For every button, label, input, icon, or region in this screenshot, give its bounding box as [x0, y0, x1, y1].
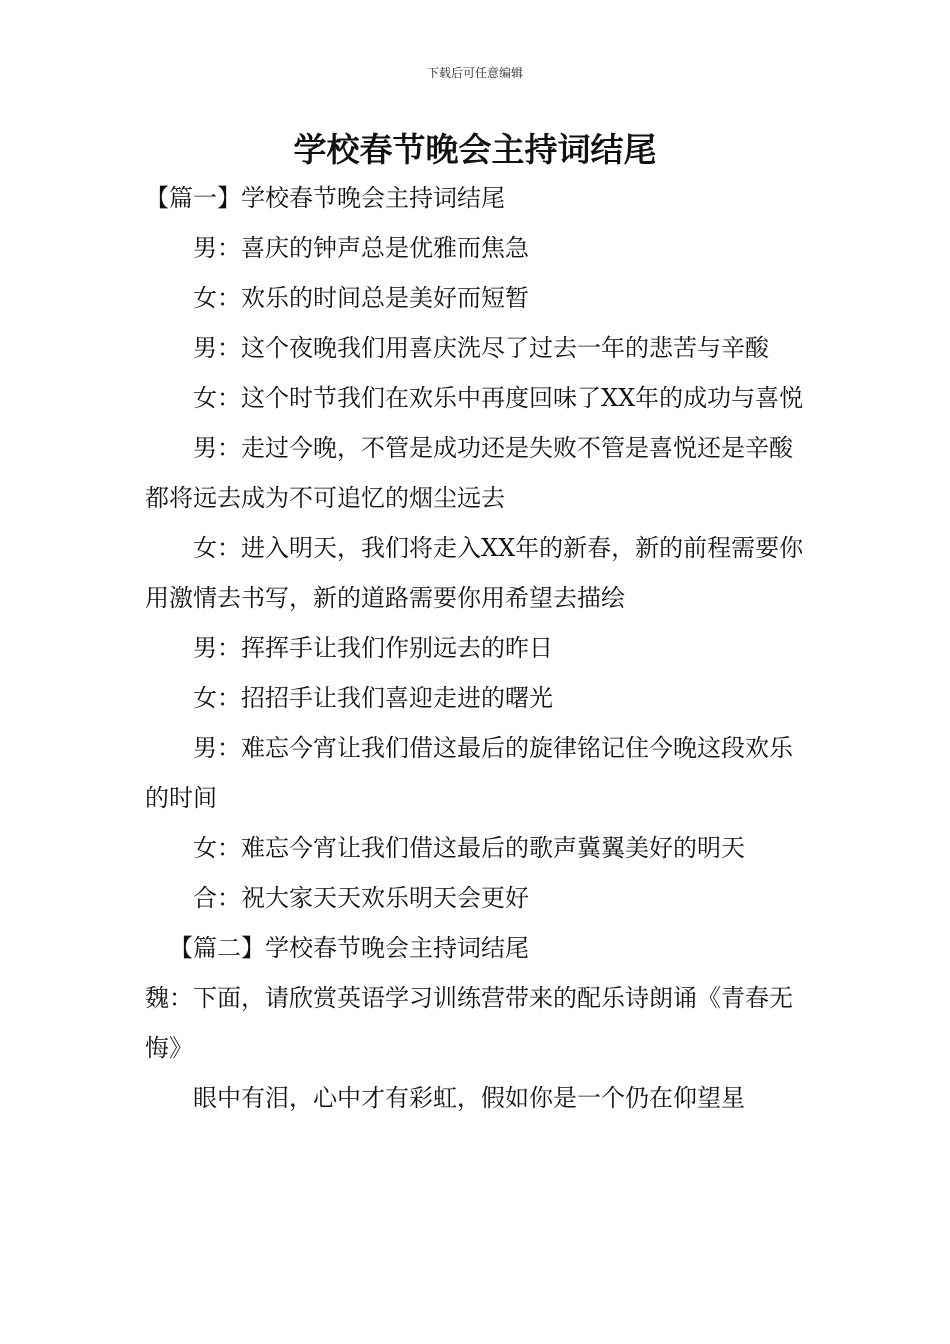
section-heading-2: 【篇二】学校春节晚会主持词结尾 — [169, 934, 529, 962]
document-body — [145, 173, 807, 1123]
paragraph: 合：祝大家天天欢乐明天会更好 — [193, 884, 529, 912]
paragraph: 女：难忘今宵让我们借这最后的歌声冀翼美好的明天 — [193, 834, 745, 862]
paragraph: 男：这个夜晚我们用喜庆洗尽了过去一年的悲苦与辛酸 — [193, 334, 769, 362]
paragraph: 眼中有泪，心中才有彩虹，假如你是一个仍在仰望星 — [193, 1084, 745, 1112]
paragraph: 女：欢乐的时间总是美好而短暂 — [193, 284, 529, 312]
header-note: 下载后可任意编辑 — [426, 66, 523, 80]
paragraph: 女：这个时节我们在欢乐中再度回味了XX年的成功与喜悦 — [193, 384, 804, 412]
paragraph: 女：进入明天，我们将走入XX年的新春，新的前程需要你用激情去书写，新的道路需要你用希望去描绘 — [145, 534, 804, 612]
document-title: 学校春节晚会主持词结尾 — [293, 130, 657, 169]
paragraph: 魏：下面，请欣赏英语学习训练营带来的配乐诗朗诵《青春无悔》 — [145, 984, 793, 1062]
paragraph: 男：走过今晚，不管是成功还是失败不管是喜悦还是辛酸都将远去成为不可追忆的烟尘远去 — [145, 434, 793, 512]
section-heading-1: 【篇一】学校春节晚会主持词结尾 — [145, 184, 505, 212]
paragraph: 女：招招手让我们喜迎走进的曙光 — [193, 684, 553, 712]
paragraph: 男：难忘今宵让我们借这最后的旋律铭记住今晚这段欢乐的时间 — [145, 734, 793, 812]
paragraph: 男：喜庆的钟声总是优雅而焦急 — [193, 234, 529, 262]
paragraph: 男：挥挥手让我们作别远去的昨日 — [193, 634, 553, 662]
